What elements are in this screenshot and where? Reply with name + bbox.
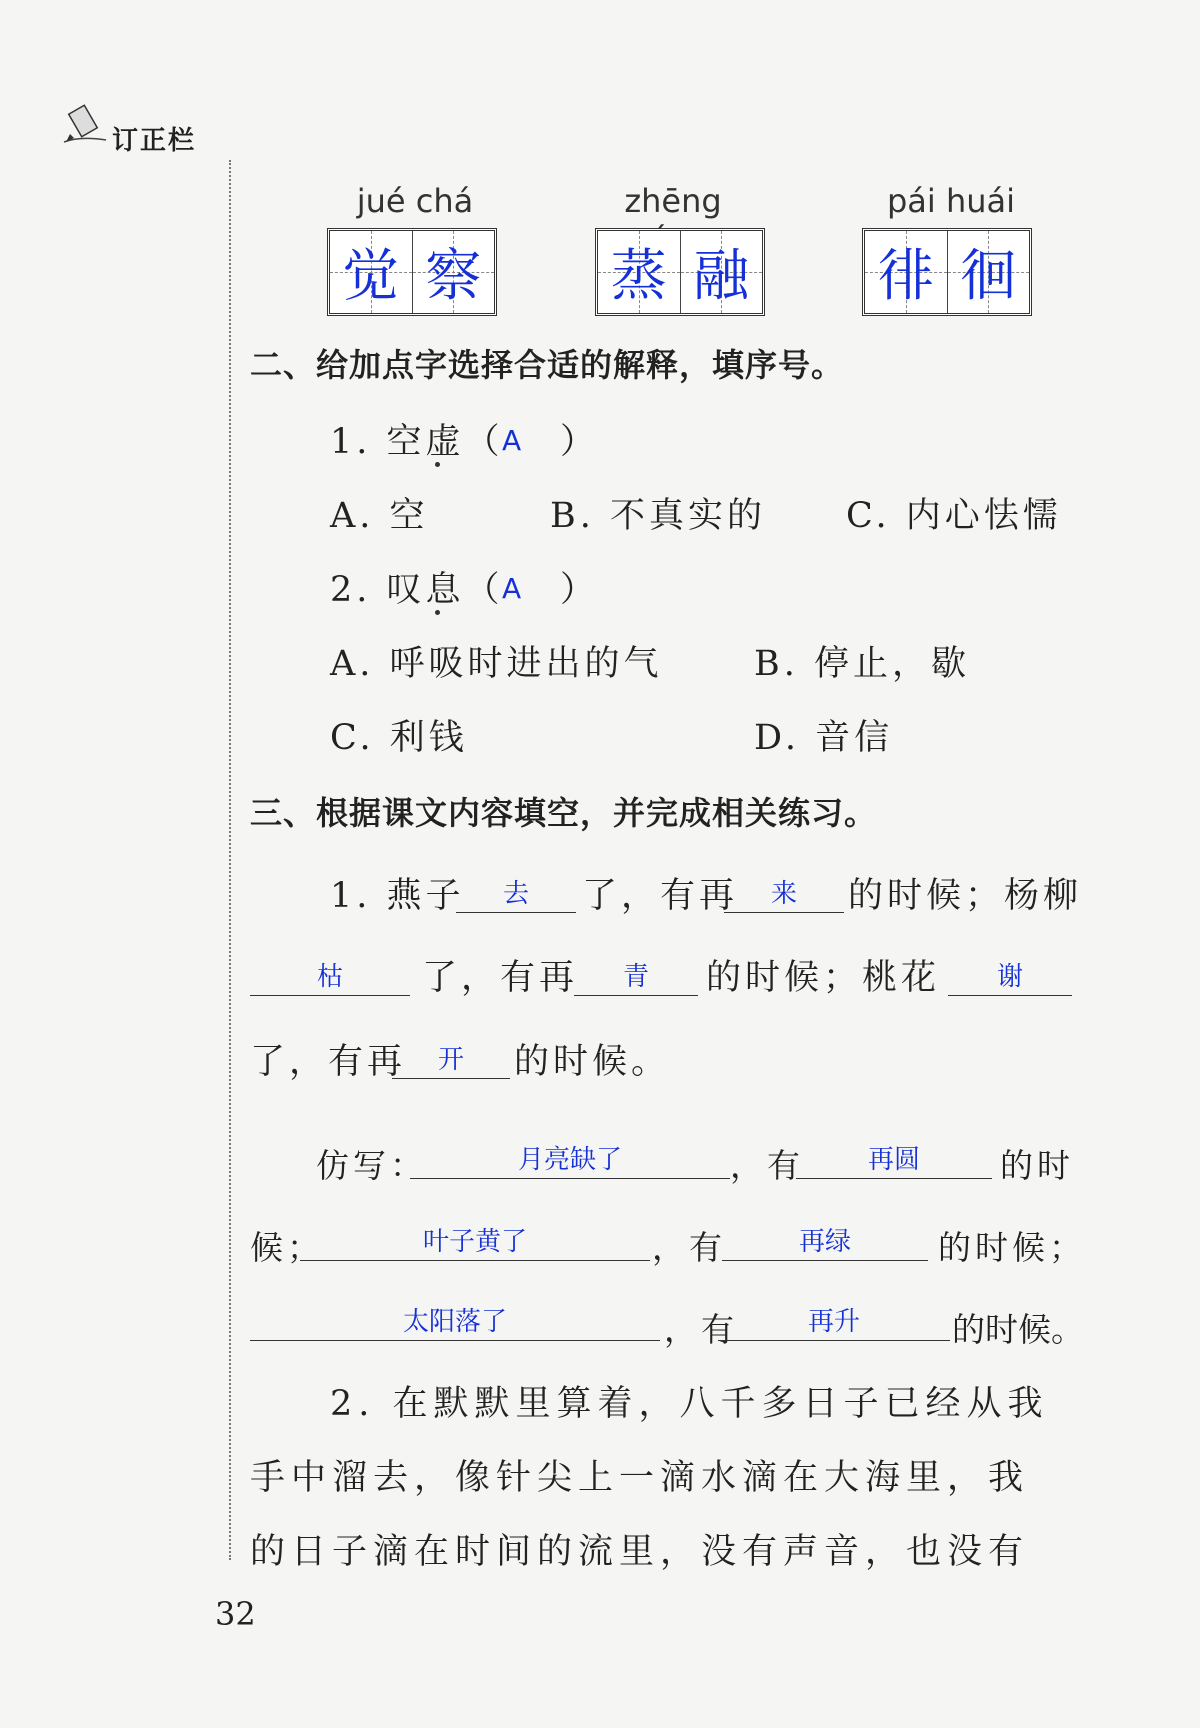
q1-option-b: B. 不真实的 xyxy=(550,496,766,536)
q2-option-b: B. 停止，歇 xyxy=(754,644,970,684)
fill-blank: 再圆 xyxy=(796,1138,992,1179)
fill-blank: 再绿 xyxy=(722,1220,928,1261)
q1-prefix: 1. 空虚（ xyxy=(330,422,504,462)
fill-blank: 开 xyxy=(392,1038,510,1079)
fill-blank: 月亮缺了 xyxy=(410,1138,730,1179)
q1-suffix: ） xyxy=(560,422,600,462)
passage-line: 手中溜去，像针尖上一滴水滴在大海里，我 xyxy=(250,1458,1030,1498)
emphasis-dot xyxy=(435,462,440,467)
fill-text: 的时候；桃花 xyxy=(706,958,941,998)
q1-option-a: A. 空 xyxy=(330,496,429,536)
fill-blank: 谢 xyxy=(948,955,1072,996)
fill-text: ，有 xyxy=(664,1310,738,1349)
pinyin-3: pái huái xyxy=(886,182,1016,220)
fill-text: 的时候； xyxy=(938,1228,1086,1267)
fill-text: 候； xyxy=(250,1228,324,1267)
pencil-icon xyxy=(60,100,110,150)
fill-text: 了，有再 xyxy=(250,1042,407,1082)
char: 蒸 xyxy=(610,244,667,309)
fill-text: 了，有再 xyxy=(582,876,739,916)
imitate-label: 仿写： xyxy=(316,1146,427,1185)
fill-blank: 枯 xyxy=(250,955,410,996)
q1-answer: A xyxy=(502,424,522,457)
pinyin-2: zhēng xyxy=(624,182,722,220)
fill-text: 的时候；杨柳 xyxy=(848,876,1083,916)
q2-option-a: A. 呼吸时进出的气 xyxy=(330,644,663,684)
pinyin-1: jué chá xyxy=(356,182,474,220)
passage-line: 2. 在默默里算着，八千多日子已经从我 xyxy=(330,1384,1049,1424)
emphasis-dot xyxy=(435,610,440,615)
correction-column-title: 订正栏 xyxy=(112,126,197,156)
passage-line: 的日子滴在时间的流里，没有声音，也没有 xyxy=(250,1532,1030,1572)
char: 觉 xyxy=(342,244,399,309)
char: 融 xyxy=(693,244,750,309)
char: 徊 xyxy=(960,244,1017,309)
char: 察 xyxy=(425,244,482,309)
char: 徘 xyxy=(877,244,934,309)
fill-text: 了，有再 xyxy=(422,958,579,998)
q1-option-c: C. 内心怯懦 xyxy=(846,496,1062,536)
fill-blank: 太阳落了 xyxy=(250,1300,660,1341)
fill-blank: 叶子黄了 xyxy=(300,1220,650,1261)
q2-option-d: D. 音信 xyxy=(754,718,894,758)
fill-text: ，有 xyxy=(730,1146,804,1185)
q2-answer: A xyxy=(502,572,522,605)
q2-suffix: ） xyxy=(560,570,600,610)
q2-prefix: 2. 叹息（ xyxy=(330,570,504,610)
q2-option-c: C. 利钱 xyxy=(330,718,468,758)
fill-text: 1. 燕子 xyxy=(330,876,465,916)
fill-blank: 再升 xyxy=(718,1300,950,1341)
char-box-1 xyxy=(327,228,497,316)
fill-text: 的时候。 xyxy=(514,1042,671,1082)
fill-text: 的时候。 xyxy=(952,1310,1084,1349)
char-box-3 xyxy=(862,228,1032,316)
fill-text: ，有 xyxy=(652,1228,726,1267)
section-3-heading: 三、根据课文内容填空，并完成相关练习。 xyxy=(250,794,878,832)
fill-blank: 来 xyxy=(724,872,844,913)
fill-blank: 青 xyxy=(574,955,698,996)
page-number: 32 xyxy=(215,1595,256,1633)
section-2-heading: 二、给加点字选择合适的解释，填序号。 xyxy=(250,346,845,384)
fill-blank: 去 xyxy=(456,872,576,913)
fill-text: 的时 xyxy=(1000,1146,1074,1185)
dotted-divider xyxy=(229,160,231,1560)
char-box-2 xyxy=(595,228,765,316)
